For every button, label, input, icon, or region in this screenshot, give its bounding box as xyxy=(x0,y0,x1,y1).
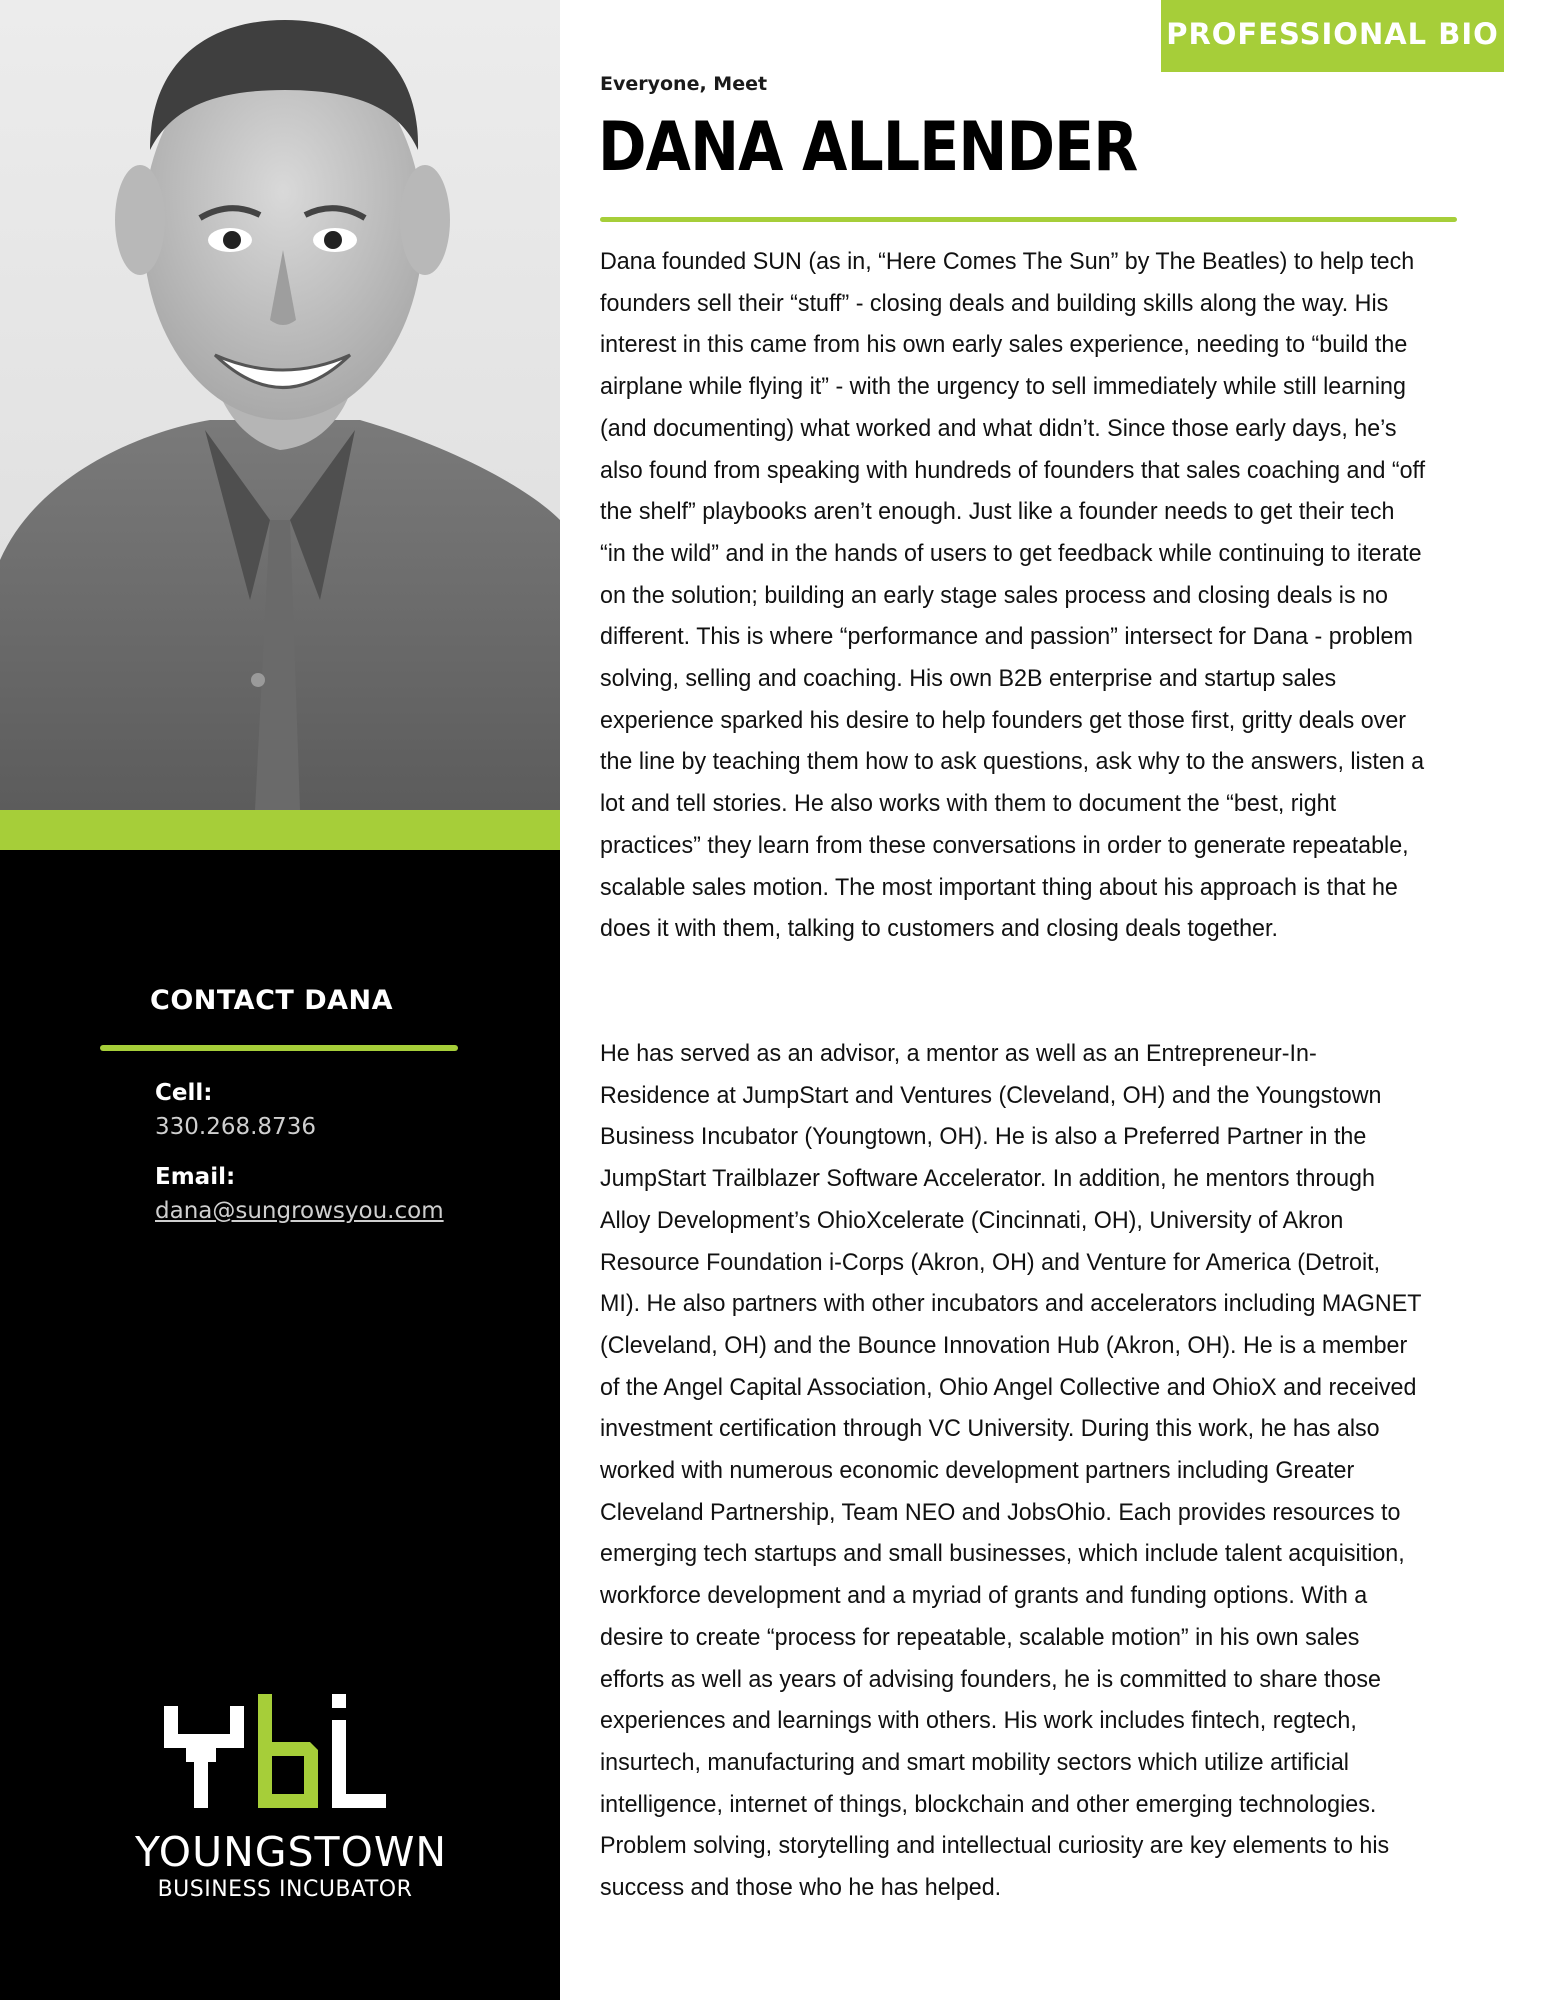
cell-value: 330.268.8736 xyxy=(155,1114,316,1140)
email-link[interactable]: dana@sungrowsyou.com xyxy=(155,1198,444,1224)
cell-label: Cell: xyxy=(155,1080,213,1106)
bio-paragraph-2: He has served as an advisor, a mentor as well as an Entrepreneur-In-Residence at JumpStart and Ventures (Cleveland, OH) and the Youngstown Business Incubator (Youngtown, OH). He is also a Preferred Partner in the JumpStart Trailblazer Software Accelerator. In addition, he mentors through Alloy Development’s OhioXcelerate (Cincinnati, OH), University of Akron Resource Foundation i-Corps (Akron, OH) and Venture for America (Detroit, MI). He also partners with other incubators and accelerators including MAGNET (Cleveland, OH) and the Bounce Innovation Hub (Akron, OH). He is a member of the Angel Capital Association, Ohio Angel Collective and OhioX and received investment certification through VC University. During this work, he has also worked with numerous economic development partners including Greater Cleveland Partnership, Team NEO and JobsOhio. Each provides resources to emerging tech startups and small businesses, which include talent acquisition, workforce development and a myriad of grants and funding options. With a desire to create “process for repeatable, scalable motion” in his own sales efforts as well as years of advising founders, he is committed to share those experiences and learnings with others. His work includes fintech, regtech, insurtech, manufacturing and smart mobility sectors which utilize artificial intelligence, internet of things, blockchain and other emerging technologies. Problem solving, storytelling and intellectual curiosity are key elements to his success and those who he has helped. xyxy=(600,1040,1422,1902)
bio-paragraph-1: Dana founded SUN (as in, “Here Comes The Sun” by The Beatles) to help tech founders sell their “stuff” - closing deals and building skills along the way. His interest in this came from his own early sales experience, needing to “build the airplane while flying it” - with the urgency to sell immediately while still learning (and documenting) what worked and what didn’t. Since those early days, he’s also found from speaking with hundreds of founders that sales coaching and “off the shelf” playbooks aren’t enough. Just like a founder needs to get their tech “in the wild” and in the hands of users to get feedback while continuing to iterate on the solution; building an early stage sales process and closing deals is no different. This is where “performance and passion” intersect for Dana - problem solving, selling and coaching. His own B2B enterprise and startup sales experience sparked his desire to help founders get those first, gritty deals over the line by teaching them how to ask questions, ask why to the answers, listen a lot and tell stories. He also works with them to document the “best, right practices” they learn from these conversations in order to generate repeatable, scalable sales motion. The most important thing about his approach is that he does it with them, talking to customers and closing deals together. xyxy=(600,248,1426,943)
logo-wordmark-line1: YOUNGSTOWN xyxy=(135,1828,448,1876)
badge-label: PROFESSIONAL BIO xyxy=(1166,17,1499,51)
sidebar xyxy=(0,0,560,2000)
person-name: DANA ALLENDER xyxy=(598,108,1138,187)
portrait-photo xyxy=(0,0,560,810)
logo-wordmark-line2: BUSINESS INCUBATOR xyxy=(157,1877,413,1902)
contact-heading: CONTACT DANA xyxy=(150,985,394,1016)
title-divider xyxy=(600,217,1457,222)
ybi-logo-icon xyxy=(160,1690,390,1810)
contact-divider xyxy=(100,1045,458,1051)
accent-bar xyxy=(0,810,560,850)
email-label: Email: xyxy=(155,1164,236,1190)
portrait-illustration xyxy=(0,0,560,810)
professional-bio-badge xyxy=(1161,0,1504,72)
intro-eyebrow: Everyone, Meet xyxy=(600,73,768,95)
